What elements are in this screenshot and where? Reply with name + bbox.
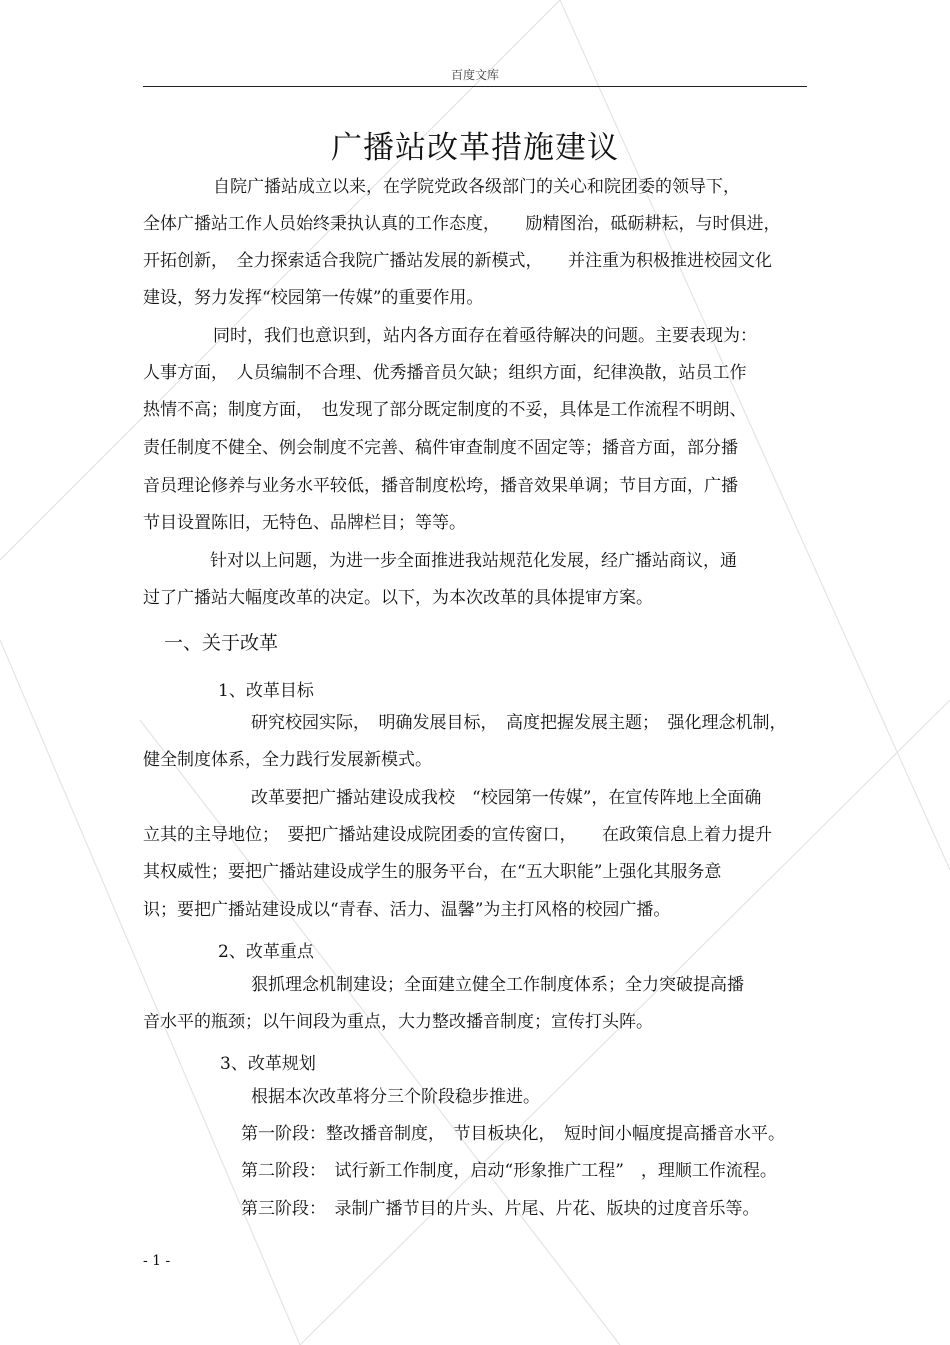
problems-line-1: 同时，我们也意识到，站内各方面存在着亟待解决的问题。主要表现为：: [213, 326, 757, 346]
goal-para1-line-1: 研究校园实际， 明确发展目标， 高度把握发展主题； 强化理念机制，: [251, 713, 787, 733]
decision-line-2: 过了广播站大幅度改革的决定。以下，为本次改革的具体提审方案。: [143, 588, 653, 608]
subheading-goal: 1、改革目标: [218, 681, 314, 701]
decision-line-1: 针对以上问题，为进一步全面推进我站规范化发展，经广播站商议，通: [210, 551, 737, 571]
subheading-focus: 2、改革重点: [218, 942, 314, 962]
intro-line-4: 建设，努力发挥“校园第一传媒”的重要作用。: [143, 288, 484, 308]
plan-stage-3: 第三阶段： 录制广播节目的片头、片尾、片花、版块的过度音乐等。: [241, 1199, 760, 1219]
problems-line-5: 音员理论修养与业务水平较低，播音制度松垮，播音效果单调；节目方面，广播: [143, 476, 738, 496]
plan-lead: 根据本次改革将分三个阶段稳步推进。: [251, 1087, 540, 1107]
page-number: - 1 -: [143, 1253, 171, 1269]
header-text: 百度文库: [450, 68, 499, 82]
goal-para2-line-2: 立其的主导地位； 要把广播站建设成院团委的宣传窗口， 在政策信息上着力提升: [143, 825, 772, 845]
goal-para2-line-3: 其权威性；要把广播站建设成学生的服务平台，在“五大职能”上强化其服务意: [143, 862, 722, 882]
plan-stage-2: 第二阶段： 试行新工作制度，启动“形象推广工程” ，理顺工作流程。: [241, 1161, 777, 1181]
problems-line-4: 责任制度不健全、例会制度不完善、稿件审查制度不固定等；播音方面，部分播: [143, 438, 738, 458]
section-heading-reform: 一、关于改革: [164, 632, 279, 654]
problems-line-2: 人事方面， 人员编制不合理、优秀播音员欠缺；组织方面，纪律涣散，站员工作: [143, 363, 747, 383]
focus-line-2: 音水平的瓶颈；以午间段为重点，大力整改播音制度；宣传打头阵。: [143, 1012, 653, 1032]
intro-line-1: 自院广播站成立以来，在学院党政各级部门的关心和院团委的领导下，: [213, 177, 740, 197]
header-rule: [143, 86, 807, 87]
problems-line-6: 节目设置陈旧，无特色、品牌栏目；等等。: [143, 513, 466, 533]
focus-line-1: 狠抓理念机制建设；全面建立健全工作制度体系；全力突破提高播: [251, 975, 744, 995]
page-title: 广播站改革措施建议: [331, 130, 619, 166]
problems-line-3: 热情不高；制度方面， 也发现了部分既定制度的不妥，具体是工作流程不明朗、: [143, 400, 747, 420]
goal-para2-line-4: 识；要把广播站建设成以“青春、活力、温馨”为主打风格的校园广播。: [143, 900, 671, 920]
intro-line-2: 全体广播站工作人员始终秉执认真的工作态度， 励精图治，砥砺耕耘，与时俱进，: [143, 214, 781, 234]
watermark-line-5: [140, 720, 620, 1345]
goal-para1-line-2: 健全制度体系，全力践行发展新模式。: [143, 750, 432, 770]
plan-stage-1: 第一阶段：整改播音制度， 节目板块化， 短时间小幅度提高播音水平。: [241, 1124, 785, 1144]
intro-line-3: 开拓创新， 全力探索适合我院广播站发展的新模式， 并注重为积极推进校园文化: [143, 251, 772, 271]
subheading-plan: 3、改革规划: [220, 1054, 316, 1074]
goal-para2-line-1: 改革要把广播站建设成我校 “校园第一传媒”，在宣传阵地上全面确: [251, 788, 762, 808]
